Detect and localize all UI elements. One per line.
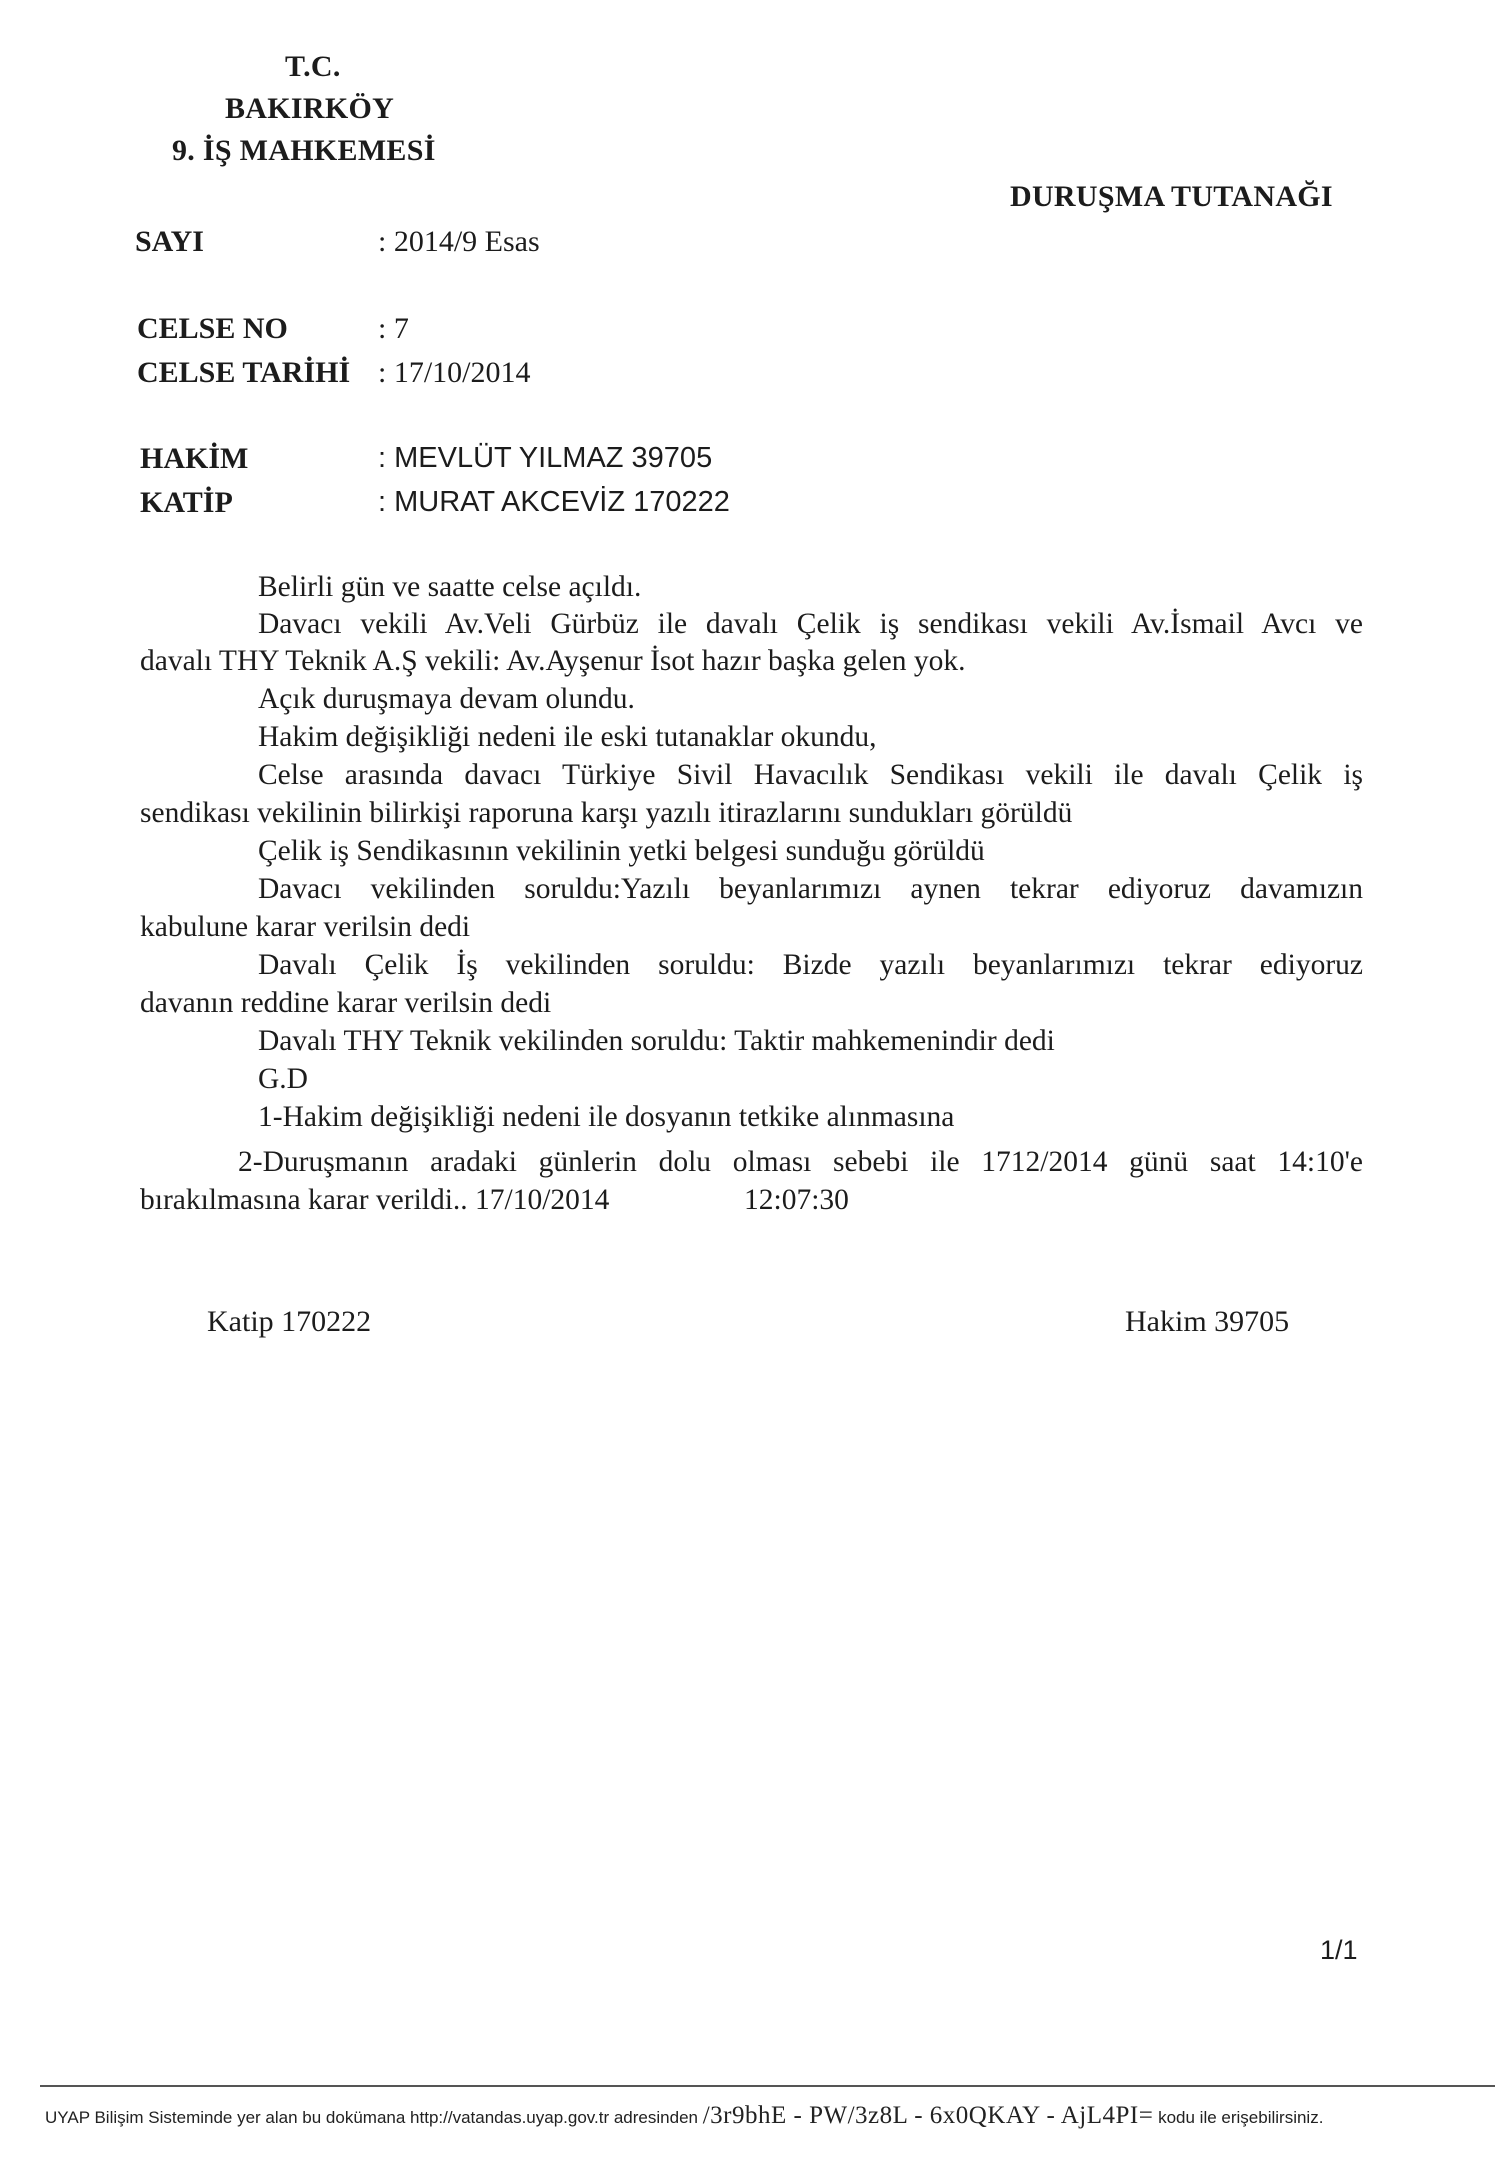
body-line-1: Belirli gün ve saatte celse açıldı.: [258, 571, 642, 603]
celse-tarihi-label: CELSE TARİHİ: [137, 356, 351, 389]
celse-tarihi-value: : 17/10/2014: [378, 356, 531, 389]
body-line-14: G.D: [258, 1063, 308, 1095]
body-line-9: Davacı vekilinden soruldu:Yazılı beyanlarımızı aynen tekrar ediyoruz davamızın: [258, 873, 1363, 905]
celse-no-label: CELSE NO: [137, 312, 288, 345]
header-city: BAKIRKÖY: [225, 92, 395, 125]
sayi-label: SAYI: [135, 225, 204, 258]
body-line-3: davalı THY Teknik A.Ş vekili: Av.Ayşenur İsot hazır başka gelen yok.: [140, 645, 966, 677]
body-line-5: Hakim değişikliği nedeni ile eski tutanaklar okundu,: [258, 721, 877, 753]
document-title: DURUŞMA TUTANAĞI: [1010, 180, 1333, 213]
body-line-8: Çelik iş Sendikasının vekilinin yetki belgesi sunduğu görüldü: [258, 835, 985, 867]
katip-value: : MURAT AKCEVİZ 170222: [378, 486, 730, 518]
footer-prefix: UYAP Bilişim Sisteminde yer alan bu dokümana http://vatandas.uyap.gov.tr adresinden: [45, 2108, 698, 2127]
body-line-4: Açık duruşmaya devam olundu.: [258, 683, 635, 715]
sayi-value: : 2014/9 Esas: [378, 225, 540, 258]
body-line-15: 1-Hakim değişikliği nedeni ile dosyanın tetkike alınmasına: [258, 1101, 955, 1133]
katip-label: KATİP: [140, 486, 233, 519]
body-line-16: 2-Duruşmanın aradaki günlerin dolu olması sebebi ile 1712/2014 günü saat 14:10'e: [238, 1146, 1363, 1178]
hakim-value: : MEVLÜT YILMAZ 39705: [378, 442, 713, 474]
body-line-17-time: 12:07:30: [744, 1184, 849, 1216]
header-tc: T.C.: [285, 50, 341, 83]
page-number: 1/1: [1320, 1935, 1358, 1965]
body-line-2: Davacı vekili Av.Veli Gürbüz ile davalı Çelik iş sendikası vekili Av.İsmail Avcı ve: [258, 608, 1363, 640]
footer-suffix: kodu ile erişebilirsiniz.: [1158, 2108, 1324, 2127]
katip-signature: Katip 170222: [207, 1305, 372, 1338]
celse-no-value: : 7: [378, 312, 409, 345]
body-line-10: kabulune karar verilsin dedi: [140, 911, 471, 943]
body-line-17: bırakılmasına karar verildi.. 17/10/2014: [140, 1184, 610, 1216]
body-line-7: sendikası vekilinin bilirkişi raporuna karşı yazılı itirazlarını sundukları görüldü: [140, 797, 1073, 829]
footer-access-code: /3r9bhE - PW/3z8L - 6x0QKAY - AjL4PI=: [702, 2102, 1154, 2129]
hakim-signature: Hakim 39705: [1125, 1305, 1290, 1338]
footer-note: [45, 2102, 1495, 2130]
body-line-13: Davalı THY Teknik vekilinden soruldu: Taktir mahkemenindir dedi: [258, 1025, 1055, 1057]
body-line-11: Davalı Çelik İş vekilinden soruldu: Bizde yazılı beyanlarımızı tekrar ediyoruz: [258, 949, 1363, 981]
hakim-label: HAKİM: [140, 442, 249, 475]
footer-divider: [40, 2085, 1495, 2087]
body-line-6: Celse arasında davacı Türkiye Sivil Havacılık Sendikası vekili ile davalı Çelik iş: [258, 759, 1363, 791]
body-line-12: davanın reddine karar verilsin dedi: [140, 987, 552, 1019]
header-court: 9. İŞ MAHKEMESİ: [172, 134, 436, 167]
